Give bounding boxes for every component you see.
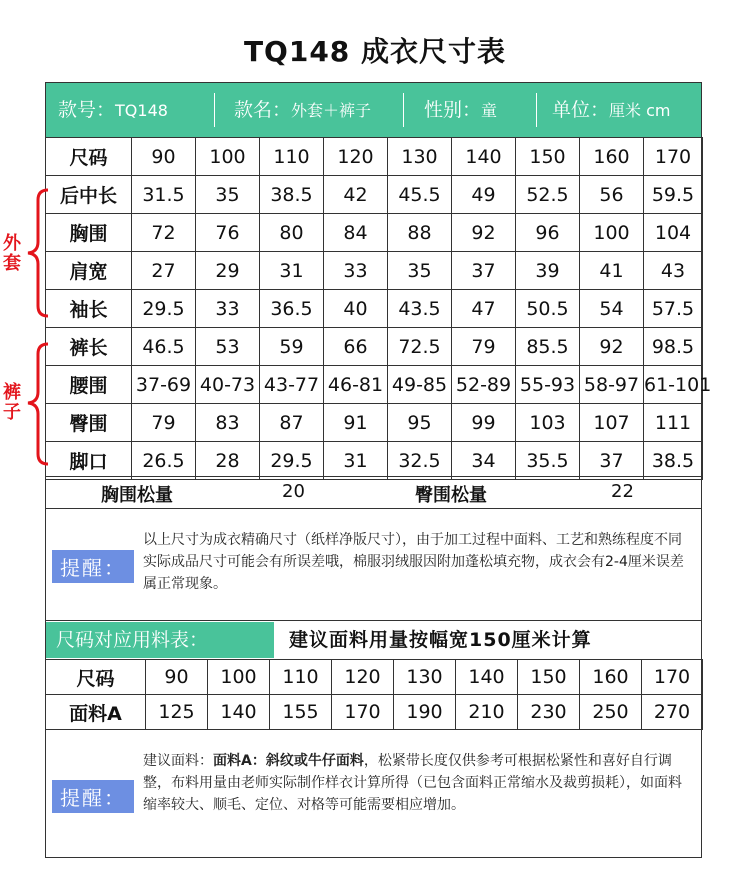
measurement-value: 54 <box>580 290 644 328</box>
size-header-cell: 90 <box>132 138 196 176</box>
fabric-usage-row <box>46 695 703 730</box>
hip-ease-label: 臀围松量 <box>415 485 487 506</box>
table-row <box>46 176 703 214</box>
measurement-label: 后中长 <box>46 176 132 214</box>
measurement-value: 66 <box>324 328 388 366</box>
size-header-cell: 150 <box>516 138 580 176</box>
size-header-cell: 160 <box>580 138 644 176</box>
measurement-value: 46-81 <box>324 366 388 404</box>
measurement-value: 39 <box>516 252 580 290</box>
measurement-label: 肩宽 <box>46 252 132 290</box>
measurement-value: 52-89 <box>452 366 516 404</box>
style-no-field <box>58 83 168 137</box>
size-header-cell: 130 <box>388 138 452 176</box>
measurement-value: 43 <box>644 252 703 290</box>
reminder-box-2 <box>45 729 702 858</box>
pants-group-label: 裤子 <box>3 382 21 423</box>
measurement-value: 57.5 <box>644 290 703 328</box>
fabric-advice-prefix: 建议面料： <box>143 753 213 769</box>
measurement-value: 35 <box>388 252 452 290</box>
size-chart-table <box>45 137 712 480</box>
measurement-value: 88 <box>388 214 452 252</box>
measurement-value: 31 <box>324 442 388 480</box>
reminder-text: 以上尺寸为成衣精确尺寸（纸样净版尺寸），由于加工过程中面料、工艺和熟练程度不同实际成品尺寸可能会有所误差哦，棉服羽绒服因附加蓬松填充物，成衣会有2-4厘米误差属正常现象。 <box>143 532 684 592</box>
measurement-label: 裤长 <box>46 328 132 366</box>
measurement-value: 47 <box>452 290 516 328</box>
unit-value: 厘米 cm <box>609 101 671 120</box>
measurement-value: 72 <box>132 214 196 252</box>
table-row <box>46 328 703 366</box>
measurement-value: 76 <box>196 214 260 252</box>
measurement-value: 26.5 <box>132 442 196 480</box>
fabric-width-note: 建议面料用量按幅宽150厘米计算 <box>289 629 592 651</box>
info-header <box>46 83 701 137</box>
measurement-value: 42 <box>324 176 388 214</box>
fabric-size-cell: 90 <box>146 660 208 695</box>
measurement-value: 33 <box>196 290 260 328</box>
fabric-header-row <box>46 660 703 695</box>
fabric-a-value: 270 <box>642 695 703 730</box>
measurement-label: 胸围 <box>46 214 132 252</box>
measurement-value: 107 <box>580 404 644 442</box>
fabric-size-cell: 120 <box>332 660 394 695</box>
fabric-size-cell: 170 <box>642 660 703 695</box>
measurement-label: 腰围 <box>46 366 132 404</box>
measurement-value: 55-93 <box>516 366 580 404</box>
pants-bracket-icon <box>22 340 50 468</box>
fabric-a-value: 155 <box>270 695 332 730</box>
measurement-value: 45.5 <box>388 176 452 214</box>
measurement-value: 27 <box>132 252 196 290</box>
measurement-value: 34 <box>452 442 516 480</box>
table-row <box>46 366 703 404</box>
measurement-value: 59.5 <box>644 176 703 214</box>
size-header-label: 尺码 <box>46 138 132 176</box>
measurement-value: 29.5 <box>260 442 324 480</box>
reminder-badge: 提醒： <box>52 780 134 813</box>
measurement-value: 72.5 <box>388 328 452 366</box>
reminder-badge: 提醒： <box>52 550 134 583</box>
measurement-value: 103 <box>516 404 580 442</box>
measurement-value: 43.5 <box>388 290 452 328</box>
unit-field <box>552 83 671 137</box>
page-title: TQ148 成衣尺寸表 <box>243 35 507 68</box>
measurement-label: 袖长 <box>46 290 132 328</box>
measurement-value: 38.5 <box>644 442 703 480</box>
measurement-value: 41 <box>580 252 644 290</box>
measurement-value: 56 <box>580 176 644 214</box>
measurement-value: 37 <box>580 442 644 480</box>
measurement-value: 111 <box>644 404 703 442</box>
jacket-group-label: 外套 <box>3 233 21 274</box>
reminder-box-1 <box>45 508 702 621</box>
hip-ease-value: 22 <box>611 481 634 502</box>
measurement-value: 59 <box>260 328 324 366</box>
style-name-field <box>234 83 371 137</box>
measurement-value: 84 <box>324 214 388 252</box>
measurement-value: 28 <box>196 442 260 480</box>
measurement-value: 37-69 <box>132 366 196 404</box>
measurement-value: 58-97 <box>580 366 644 404</box>
measurement-value: 43-77 <box>260 366 324 404</box>
fabric-size-label: 尺码 <box>46 660 146 695</box>
fabric-a-value: 170 <box>332 695 394 730</box>
fabric-advice-text: ，松紧带长度仅供参考可根据松紧性和喜好自行调整，布料用量由老师实际制作样衣计算所得（已包含面料正常缩水及裁剪损耗），如面料缩率较大、顺毛、定位、对格等可能需要相应增加。 <box>143 753 682 813</box>
fabric-size-cell: 150 <box>518 660 580 695</box>
measurement-value: 83 <box>196 404 260 442</box>
table-row <box>46 252 703 290</box>
measurement-value: 53 <box>196 328 260 366</box>
measurement-value: 31 <box>260 252 324 290</box>
measurement-value: 91 <box>324 404 388 442</box>
measurement-value: 33 <box>324 252 388 290</box>
unit-label: 单位： <box>552 99 610 121</box>
measurement-value: 85.5 <box>516 328 580 366</box>
fabric-size-cell: 140 <box>456 660 518 695</box>
fabric-header-bar <box>45 620 702 659</box>
header-divider <box>536 93 537 127</box>
size-header-row <box>46 138 703 176</box>
measurement-value: 87 <box>260 404 324 442</box>
measurement-value: 50.5 <box>516 290 580 328</box>
fabric-size-cell: 160 <box>580 660 642 695</box>
measurement-value: 79 <box>132 404 196 442</box>
fabric-a-value: 210 <box>456 695 518 730</box>
jacket-bracket-icon <box>22 186 50 320</box>
measurement-value: 100 <box>580 214 644 252</box>
measurement-value: 46.5 <box>132 328 196 366</box>
style-name-label: 款名： <box>234 99 292 121</box>
measurement-value: 38.5 <box>260 176 324 214</box>
fabric-usage-table <box>45 659 703 730</box>
fabric-a-value: 140 <box>208 695 270 730</box>
measurement-value: 96 <box>516 214 580 252</box>
size-header-cell: 100 <box>196 138 260 176</box>
fabric-a-value: 190 <box>394 695 456 730</box>
measurement-value: 40 <box>324 290 388 328</box>
measurement-value: 98.5 <box>644 328 703 366</box>
style-name-value: 外套＋裤子 <box>291 101 372 120</box>
measurement-value: 29 <box>196 252 260 290</box>
measurement-value: 49-85 <box>388 366 452 404</box>
gender-field <box>424 83 497 137</box>
style-no-label: 款号： <box>58 99 116 121</box>
header-divider <box>403 93 404 127</box>
measurement-value: 36.5 <box>260 290 324 328</box>
gender-value: 童 <box>481 101 498 120</box>
measurement-value: 92 <box>580 328 644 366</box>
fabric-a-value: 230 <box>518 695 580 730</box>
size-header-cell: 110 <box>260 138 324 176</box>
table-row <box>46 442 703 480</box>
measurement-value: 92 <box>452 214 516 252</box>
size-header-cell: 140 <box>452 138 516 176</box>
measurement-value: 35 <box>196 176 260 214</box>
fabric-a-value: 125 <box>146 695 208 730</box>
reminder-text-2 <box>143 750 695 816</box>
ease-row <box>45 476 702 509</box>
fabric-a-value: 250 <box>580 695 642 730</box>
measurement-value: 52.5 <box>516 176 580 214</box>
style-no-value: TQ148 <box>115 101 168 120</box>
measurement-value: 29.5 <box>132 290 196 328</box>
fabric-size-cell: 130 <box>394 660 456 695</box>
measurement-value: 37 <box>452 252 516 290</box>
chest-ease-label: 胸围松量 <box>101 485 173 506</box>
measurement-value: 99 <box>452 404 516 442</box>
measurement-value: 32.5 <box>388 442 452 480</box>
measurement-value: 61-101 <box>644 366 703 404</box>
measurement-value: 80 <box>260 214 324 252</box>
fabric-size-cell: 100 <box>208 660 270 695</box>
measurement-label: 脚口 <box>46 442 132 480</box>
fabric-a-label: 面料A <box>46 695 146 730</box>
fabric-advice-bold: 面料A：斜纹或牛仔面料 <box>213 753 364 769</box>
header-divider <box>214 93 215 127</box>
measurement-value: 104 <box>644 214 703 252</box>
table-row <box>46 214 703 252</box>
measurement-value: 31.5 <box>132 176 196 214</box>
measurement-value: 40-73 <box>196 366 260 404</box>
measurement-value: 95 <box>388 404 452 442</box>
measurement-label: 臀围 <box>46 404 132 442</box>
size-header-cell: 120 <box>324 138 388 176</box>
measurement-value: 79 <box>452 328 516 366</box>
fabric-size-cell: 110 <box>270 660 332 695</box>
measurement-value: 49 <box>452 176 516 214</box>
size-header-cell: 170 <box>644 138 703 176</box>
measurement-value: 35.5 <box>516 442 580 480</box>
gender-label: 性别： <box>424 99 482 121</box>
fabric-table-label: 尺码对应用料表： <box>46 622 274 658</box>
table-row <box>46 404 703 442</box>
table-row <box>46 290 703 328</box>
chest-ease-value: 20 <box>282 481 305 502</box>
